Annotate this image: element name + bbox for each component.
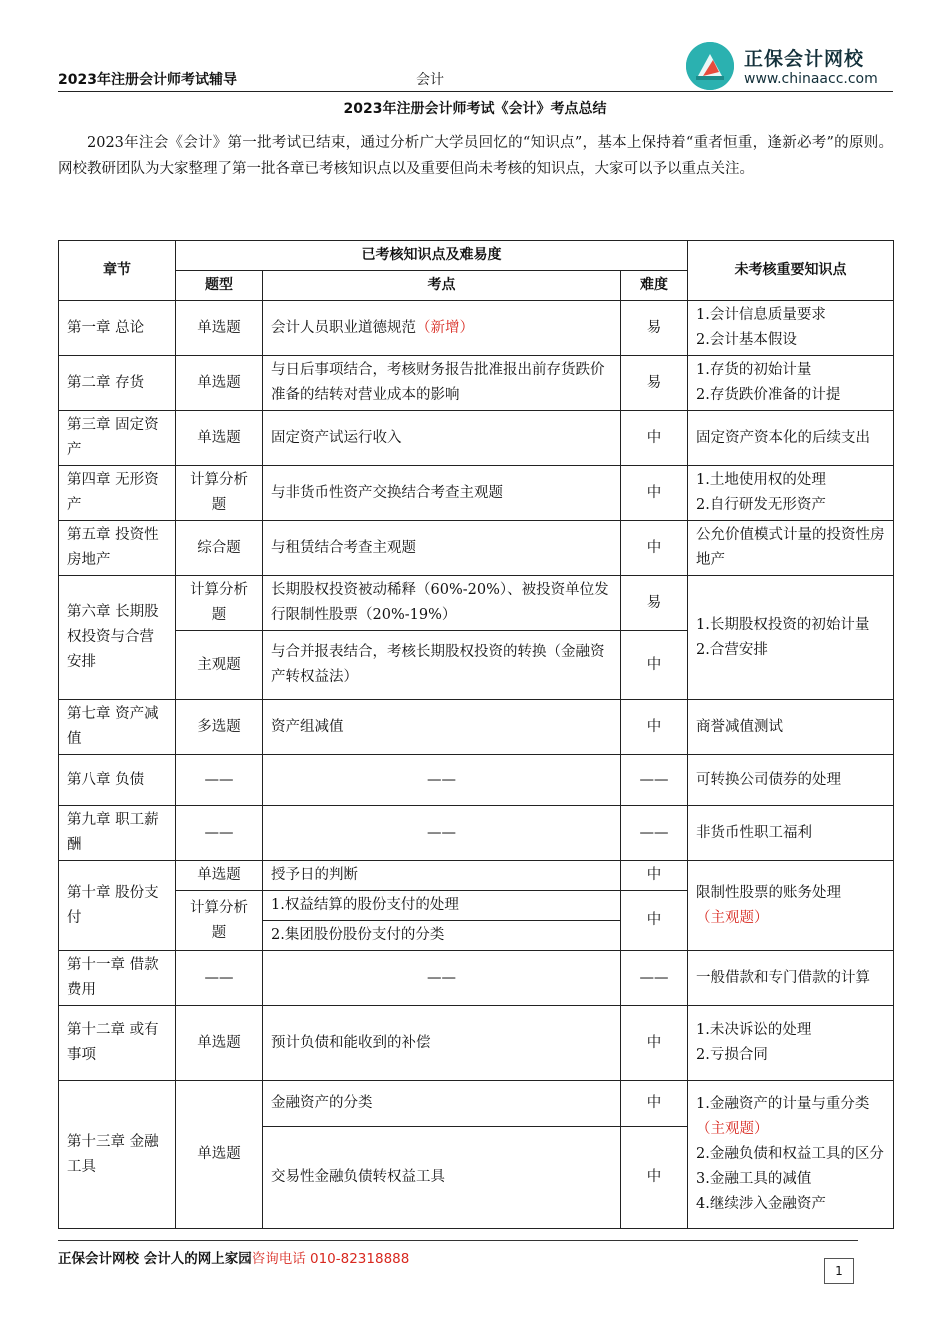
difficulty-cell: 中	[621, 1127, 688, 1229]
difficulty-cell: 中	[621, 1006, 688, 1081]
type-cell: 计算分析题	[176, 466, 263, 521]
untested-item: 1.土地使用权的处理	[696, 472, 826, 488]
footer-divider	[58, 1240, 858, 1241]
type-cell: ——	[176, 755, 263, 806]
footer	[58, 1247, 409, 1267]
logo-name: 正保会计网校	[744, 48, 865, 70]
page-number: 1	[824, 1258, 854, 1284]
point-cell: 长期股权投资被动稀释（60%-20%）、被投资单位发行限制性股票（20%-19%）	[263, 576, 621, 631]
header-point: 考点	[263, 271, 621, 301]
table-row	[59, 576, 894, 631]
difficulty-cell: 中	[621, 631, 688, 700]
untested-cell: 固定资产资本化的后续支出	[688, 411, 894, 466]
table-row	[59, 411, 894, 466]
page-title: 2023年注册会计师考试《会计》考点总结	[343, 101, 607, 117]
untested-cell	[688, 1006, 894, 1081]
point-cell: 与非货币性资产交换结合考查主观题	[263, 466, 621, 521]
untested-item: 1.长期股权投资的初始计量	[696, 616, 870, 633]
chapter-cell: 第十三章 金融工具	[59, 1081, 176, 1229]
type-cell: 综合题	[176, 521, 263, 576]
table-row	[59, 301, 894, 356]
point-cell: 固定资产试运行收入	[263, 411, 621, 466]
difficulty-cell: ——	[621, 806, 688, 861]
chapter-cell: 第十二章 或有事项	[59, 1006, 176, 1081]
intro-paragraph: 2023年注会《会计》第一批考试已结束，通过分析广大学员回忆的“知识点”，基本上保持着“重者恒重，逢新必考”的原则。网校教研团队为大家整理了第一批各章已考核知识点以及重要但尚未考核的知识点，大家可以予以重点关注。	[58, 135, 893, 177]
header-chapter: 章节	[59, 241, 176, 301]
untested-item: 1.存货的初始计量	[696, 362, 812, 378]
untested-cell	[688, 301, 894, 356]
untested-item: 2.存货跌价准备的计提	[696, 387, 841, 403]
point-cell: 2.集团股份股份支付的分类	[263, 921, 621, 951]
header-tested: 已考核知识点及难易度	[176, 241, 688, 271]
header-subject: 会计	[416, 72, 444, 88]
header-course: 2023年注册会计师考试辅导	[58, 72, 237, 88]
type-cell: ——	[176, 951, 263, 1006]
table-row	[59, 1006, 894, 1081]
header-untested: 未考核重要知识点	[688, 241, 894, 301]
difficulty-cell: 中	[621, 411, 688, 466]
point-cell: ——	[263, 755, 621, 806]
table-row	[59, 755, 894, 806]
untested-text: 1.金融资产的计量与重分类	[696, 1096, 870, 1112]
logo-url: www.chinaacc.com	[744, 71, 878, 87]
table-row	[59, 861, 894, 891]
untested-cell: 一般借款和专门借款的计算	[688, 951, 894, 1006]
type-cell: ——	[176, 806, 263, 861]
untested-cell	[688, 861, 894, 951]
untested-item: 限制性股票的账务处理	[696, 884, 842, 901]
type-cell: 单选题	[176, 861, 263, 891]
point-cell: 授予日的判断	[263, 861, 621, 891]
type-cell: 单选题	[176, 1081, 263, 1229]
logo-emblem-icon	[686, 42, 734, 90]
untested-item: 4.继续涉入金融资产	[696, 1196, 826, 1212]
untested-cell	[688, 466, 894, 521]
chapter-cell: 第七章 资产减值	[59, 700, 176, 755]
point-cell: 金融资产的分类	[263, 1081, 621, 1127]
point-cell: ——	[263, 806, 621, 861]
untested-item: 3.金融工具的减值	[696, 1171, 812, 1187]
untested-item: 1.未决诉讼的处理	[696, 1022, 812, 1038]
chapter-cell: 第三章 固定资产	[59, 411, 176, 466]
chapter-cell: 第八章 负债	[59, 755, 176, 806]
type-cell: 主观题	[176, 631, 263, 700]
type-cell: 单选题	[176, 411, 263, 466]
point-cell: 交易性金融负债转权益工具	[263, 1127, 621, 1229]
type-cell: 计算分析题	[176, 891, 263, 951]
table-header-row	[59, 241, 894, 271]
untested-cell: 公允价值模式计量的投资性房地产	[688, 521, 894, 576]
point-cell: 1.权益结算的股份支付的处理	[263, 891, 621, 921]
table-row	[59, 951, 894, 1006]
type-cell: 单选题	[176, 356, 263, 411]
difficulty-cell: 易	[621, 356, 688, 411]
point-text: 会计人员职业道德规范	[271, 319, 416, 336]
brand-logo[interactable]	[686, 40, 896, 92]
chapter-cell: 第十一章 借款费用	[59, 951, 176, 1006]
untested-cell	[688, 576, 894, 700]
subjective-tag: （主观题）	[696, 1121, 769, 1137]
type-cell: 多选题	[176, 700, 263, 755]
chapter-cell: 第六章 长期股权投资与合营安排	[59, 576, 176, 700]
untested-item: 2.亏损合同	[696, 1047, 768, 1063]
difficulty-cell: 中	[621, 466, 688, 521]
untested-cell	[688, 1081, 894, 1229]
chapter-cell: 第五章 投资性房地产	[59, 521, 176, 576]
untested-cell: 商誉减值测试	[688, 700, 894, 755]
chapter-cell: 第四章 无形资产	[59, 466, 176, 521]
type-cell: 计算分析题	[176, 576, 263, 631]
difficulty-cell: 中	[621, 1081, 688, 1127]
point-cell: 资产组减值	[263, 700, 621, 755]
untested-item: 2.合营安排	[696, 641, 768, 658]
chapter-cell: 第九章 职工薪酬	[59, 806, 176, 861]
point-cell	[263, 301, 621, 356]
difficulty-cell: ——	[621, 755, 688, 806]
untested-item: 2.金融负债和权益工具的区分	[696, 1146, 884, 1162]
header-type: 题型	[176, 271, 263, 301]
subjective-tag: （主观题）	[696, 909, 769, 926]
untested-cell: 可转换公司债券的处理	[688, 755, 894, 806]
table-row	[59, 521, 894, 576]
difficulty-cell: 中	[621, 521, 688, 576]
difficulty-cell: 中	[621, 861, 688, 891]
footer-brand: 正保会计网校 会计人的网上家园	[58, 1251, 252, 1267]
untested-cell	[688, 356, 894, 411]
untested-cell: 非货币性职工福利	[688, 806, 894, 861]
table-row	[59, 356, 894, 411]
table-row	[59, 1081, 894, 1127]
table-row	[59, 466, 894, 521]
chapter-cell: 第十章 股份支付	[59, 861, 176, 951]
knowledge-table	[58, 240, 894, 1229]
point-cell: 预计负债和能收到的补偿	[263, 1006, 621, 1081]
type-cell: 单选题	[176, 1006, 263, 1081]
untested-item: 2.自行研发无形资产	[696, 497, 826, 513]
chapter-cell: 第二章 存货	[59, 356, 176, 411]
untested-item: 1.会计信息质量要求	[696, 307, 826, 323]
untested-item	[696, 1092, 885, 1142]
point-cell: 与合并报表结合，考核长期股权投资的转换（金融资产转权益法）	[263, 631, 621, 700]
header-difficulty: 难度	[621, 271, 688, 301]
difficulty-cell: 中	[621, 700, 688, 755]
new-tag: （新增）	[416, 319, 474, 336]
footer-phone[interactable]: 咨询电话 010-82318888	[251, 1251, 410, 1267]
difficulty-cell: 易	[621, 301, 688, 356]
table-row	[59, 806, 894, 861]
difficulty-cell: 易	[621, 576, 688, 631]
difficulty-cell: ——	[621, 951, 688, 1006]
difficulty-cell: 中	[621, 891, 688, 951]
point-cell: ——	[263, 951, 621, 1006]
point-cell: 与租赁结合考查主观题	[263, 521, 621, 576]
point-cell: 与日后事项结合，考核财务报告批准报出前存货跌价准备的结转对营业成本的影响	[263, 356, 621, 411]
chapter-cell: 第一章 总论	[59, 301, 176, 356]
untested-item: 2.会计基本假设	[696, 332, 797, 348]
type-cell: 单选题	[176, 301, 263, 356]
table-row	[59, 700, 894, 755]
